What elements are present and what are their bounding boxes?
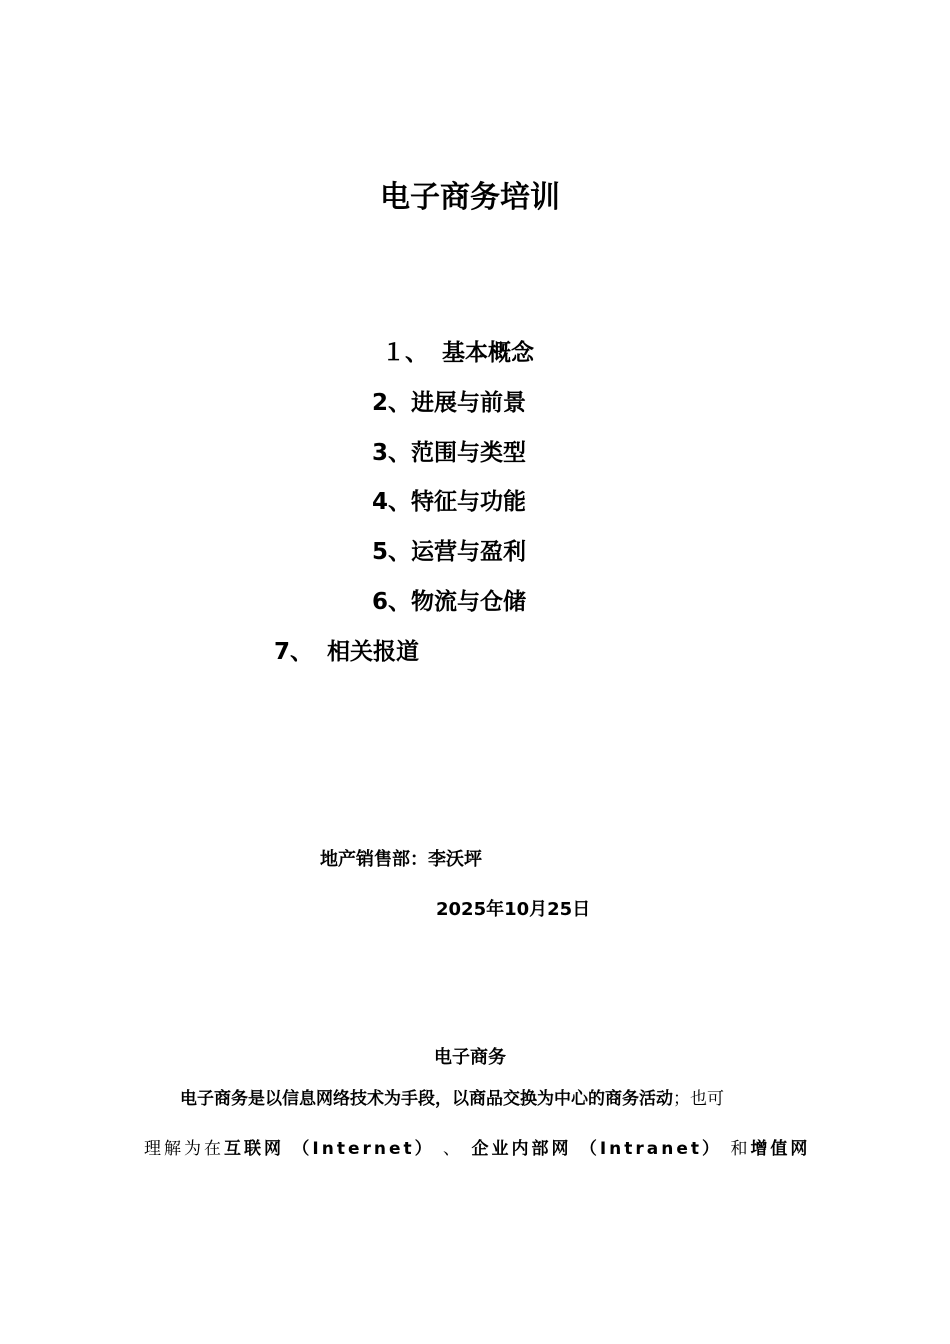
toc-item-4 <box>372 483 526 516</box>
toc-item-2 <box>372 384 526 417</box>
toc-text: 基本概念 <box>442 340 534 366</box>
para-term-van: 增值网 <box>750 1139 811 1159</box>
para-term-intranet-en: （Intranet） <box>579 1139 723 1159</box>
toc-item-3 <box>372 434 526 467</box>
toc-item-1 <box>382 334 534 367</box>
para-term-intranet: 企业内部网 <box>471 1139 572 1159</box>
para-term-internet: 互联网 <box>224 1139 284 1159</box>
para-term-internet-en: （Internet） <box>292 1139 435 1159</box>
toc-item-7 <box>274 633 419 666</box>
para-text: 和 <box>730 1139 751 1159</box>
toc-text: 相关报道 <box>327 639 420 665</box>
paragraph-line-1 <box>180 1084 724 1109</box>
toc-text: 运营与盈利 <box>411 539 527 565</box>
toc-number: 5、 <box>372 539 412 565</box>
toc-number: 2、 <box>372 390 412 416</box>
author-line: 地产销售部：李沃坪 <box>320 849 482 870</box>
toc-number: 6、 <box>372 589 412 615</box>
toc-item-6 <box>372 583 526 616</box>
para-text: 、 <box>443 1139 464 1159</box>
toc-number: 4、 <box>372 489 412 515</box>
page-title: 电子商务培训 <box>380 180 560 215</box>
section-title: 电子商务 <box>434 1047 506 1068</box>
toc-item-5 <box>372 533 526 566</box>
para-bold-text: 电子商务是以信息网络技术为手段，以商品交换为中心的商务活动 <box>180 1089 673 1109</box>
toc-text: 特征与功能 <box>411 489 527 515</box>
toc-number: 7、 <box>274 639 314 665</box>
toc-text: 范围与类型 <box>411 440 527 466</box>
toc-number: １、 <box>382 340 428 366</box>
toc-number: 3、 <box>372 440 412 466</box>
toc-text: 进展与前景 <box>411 390 527 416</box>
para-normal-text: ；也可 <box>673 1089 724 1109</box>
para-text: 理解为在 <box>144 1139 224 1159</box>
paragraph-line-2 <box>144 1134 810 1159</box>
toc-text: 物流与仓储 <box>411 589 527 615</box>
date-line: 2025年10月25日 <box>436 899 591 920</box>
